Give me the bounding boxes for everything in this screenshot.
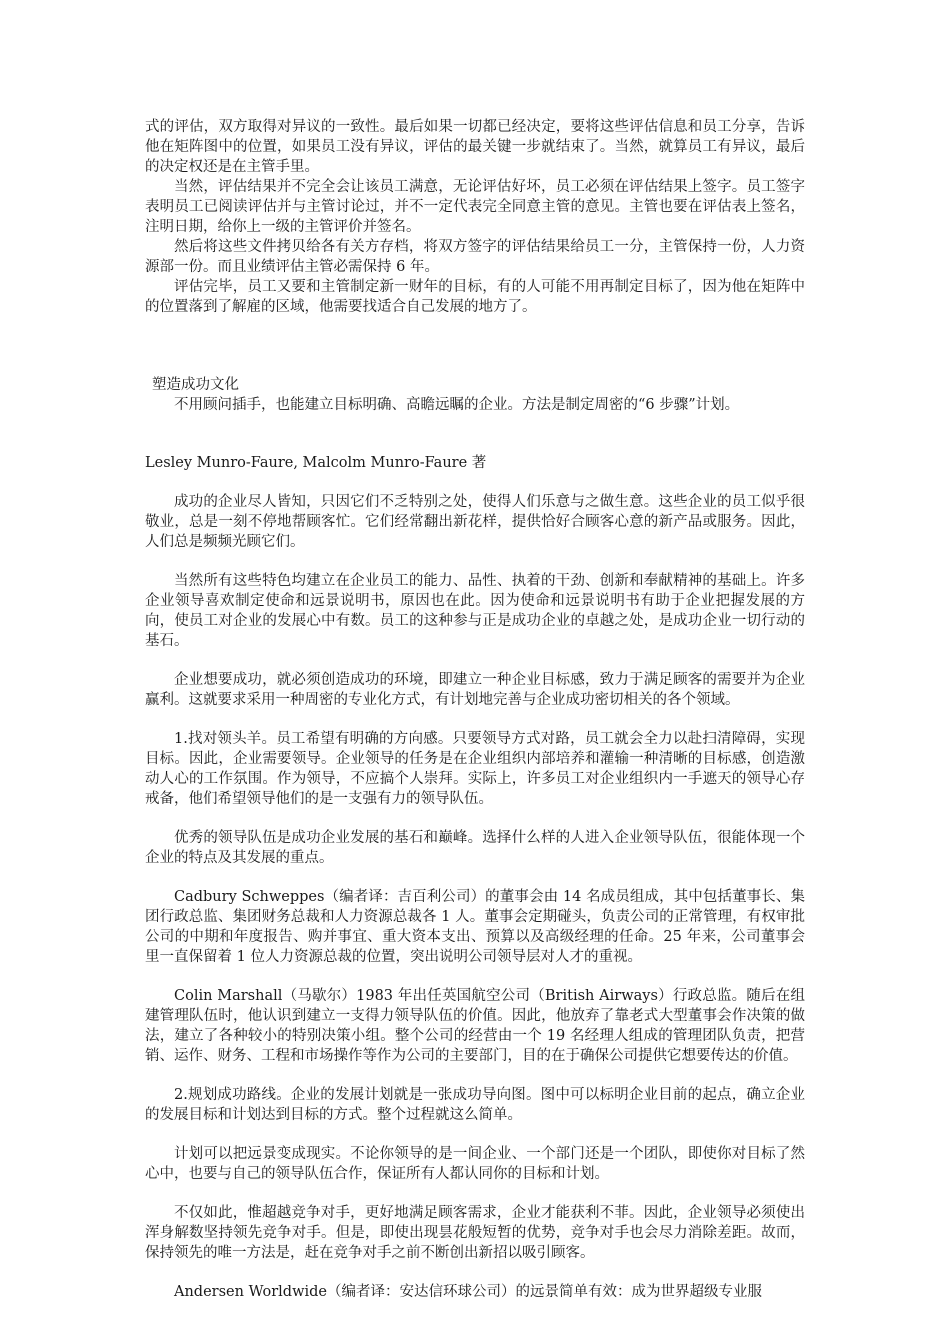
body-paragraph: 当然，评估结果并不完全会让该员工满意，无论评估好坏，员工必须在评估结果上签字。员工签字表明员工已阅读评估并与主管讨论过，并不一定代表完全同意主管的意见。主管也要在评估表上签名，注明日期，给你上一级的主管评价并签名。 xyxy=(145,179,805,235)
body-paragraph: 计划可以把远景变成现实。不论你领导的是一间企业、一个部门还是一个团队，即使你对目标了然心中，也要与自己的领导队伍合作，保证所有人都认同你的目标和计划。 xyxy=(145,1146,805,1182)
body-paragraph: 当然所有这些特色均建立在企业员工的能力、品性、执着的干劲、创新和奉献精神的基础上。许多企业领导喜欢制定使命和远景说明书，原因也在此。因为使命和远景说明书有助于企业把握发展的方向，使员工对企业的发展心中有数。员工的这种参与正是成功企业的卓越之处，是成功企业一切行动的基石。 xyxy=(145,573,805,649)
body-paragraph: Cadbury Schweppes（编者译：吉百利公司）的董事会由 14 名成员组成，其中包括董事长、集团行政总监、集团财务总裁和人力资源总裁各 1 人。董事会定期碰头，负责公司的正常管理，有权审批公司的中期和年度报告、购并事宜、重大资本支出、预算以及高级经理的任命。25 年来，公司董事会里一直保留着 1 位人力资源总裁的位置，突出说明公司领导层对人才的重视。 xyxy=(145,889,805,965)
author-line: Lesley Munro-Faure, Malcolm Munro-Faure 著 xyxy=(145,455,487,471)
body-paragraph: Colin Marshall（马歇尔）1983 年出任英国航空公司（British Airways）行政总监。随后在组建管理队伍时，他认识到建立一支得力领导队伍的价值。因此，他放弃了靠老式大型董事会作决策的做法，建立了各种较小的特别决策小组。整个公司的经营由一个 19 名经理人组成的管理团队负责，把营销、运作、财务、工程和市场操作等作为公司的主要部门，目的在于确保公司提供它想要传达的价值。 xyxy=(145,988,805,1064)
body-paragraph: 式的评估，双方取得对异议的一致性。最后如果一切都已经决定，要将这些评估信息和员工分享，告诉他在矩阵图中的位置，如果员工没有异议，评估的最关键一步就结束了。当然，就算员工有异议，最后的决定权还是在主管手里。 xyxy=(145,119,805,175)
section-subtitle: 不用顾问插手，也能建立目标明确、高瞻远瞩的企业。方法是制定周密的“6 步骤”计划。 xyxy=(174,397,740,413)
body-paragraph: 不仅如此，惟超越竞争对手，更好地满足顾客需求，企业才能获利不菲。因此，企业领导必须使出浑身解数坚持领先竞争对手。但是，即使出现昙花般短暂的优势，竞争对手也会尽力消除差距。故而，保持领先的唯一方法是，赶在竞争对手之前不断创出新招以吸引顾客。 xyxy=(145,1205,805,1261)
body-paragraph: Andersen Worldwide（编者译：安达信环球公司）的远景简单有效：成为世界超级专业服 xyxy=(174,1284,762,1300)
section-title: 塑造成功文化 xyxy=(152,377,239,393)
document-page xyxy=(145,117,805,1302)
body-paragraph: 1.找对领头羊。员工希望有明确的方向感。只要领导方式对路，员工就会全力以赴扫清障碍，实现目标。因此，企业需要领导。企业领导的任务是在企业组织内部培养和灌输一种清晰的目标感，创造激动人心的工作氛围。作为领导，不应搞个人崇拜。实际上，许多员工对企业组织内一手遮天的领导心存戒备，他们希望领导他们的是一支强有力的领导队伍。 xyxy=(145,731,805,807)
body-paragraph: 2.规划成功路线。企业的发展计划就是一张成功导向图。图中可以标明企业目前的起点，确立企业的发展目标和计划达到目标的方式。整个过程就这么简单。 xyxy=(145,1087,805,1123)
body-paragraph: 然后将这些文件拷贝给各有关方存档，将双方签字的评估结果给员工一分，主管保持一份，人力资源部一份。而且业绩评估主管必需保持 6 年。 xyxy=(145,239,805,275)
body-paragraph: 优秀的领导队伍是成功企业发展的基石和巅峰。选择什么样的人进入企业领导队伍，很能体现一个企业的特点及其发展的重点。 xyxy=(145,830,805,866)
body-paragraph: 企业想要成功，就必须创造成功的环境，即建立一种企业目标感，致力于满足顾客的需要并为企业赢利。这就要求采用一种周密的专业化方式，有计划地完善与企业成功密切相关的各个领域。 xyxy=(145,672,805,708)
body-paragraph: 成功的企业尽人皆知，只因它们不乏特别之处，使得人们乐意与之做生意。这些企业的员工似乎很敬业，总是一刻不停地帮顾客忙。它们经常翻出新花样，提供恰好合顾客心意的新产品或服务。因此，人们总是频频光顾它们。 xyxy=(145,494,805,550)
body-paragraph: 评估完毕，员工又要和主管制定新一财年的目标，有的人可能不用再制定目标了，因为他在矩阵中的位置落到了解雇的区域，他需要找适合自己发展的地方了。 xyxy=(145,279,805,315)
